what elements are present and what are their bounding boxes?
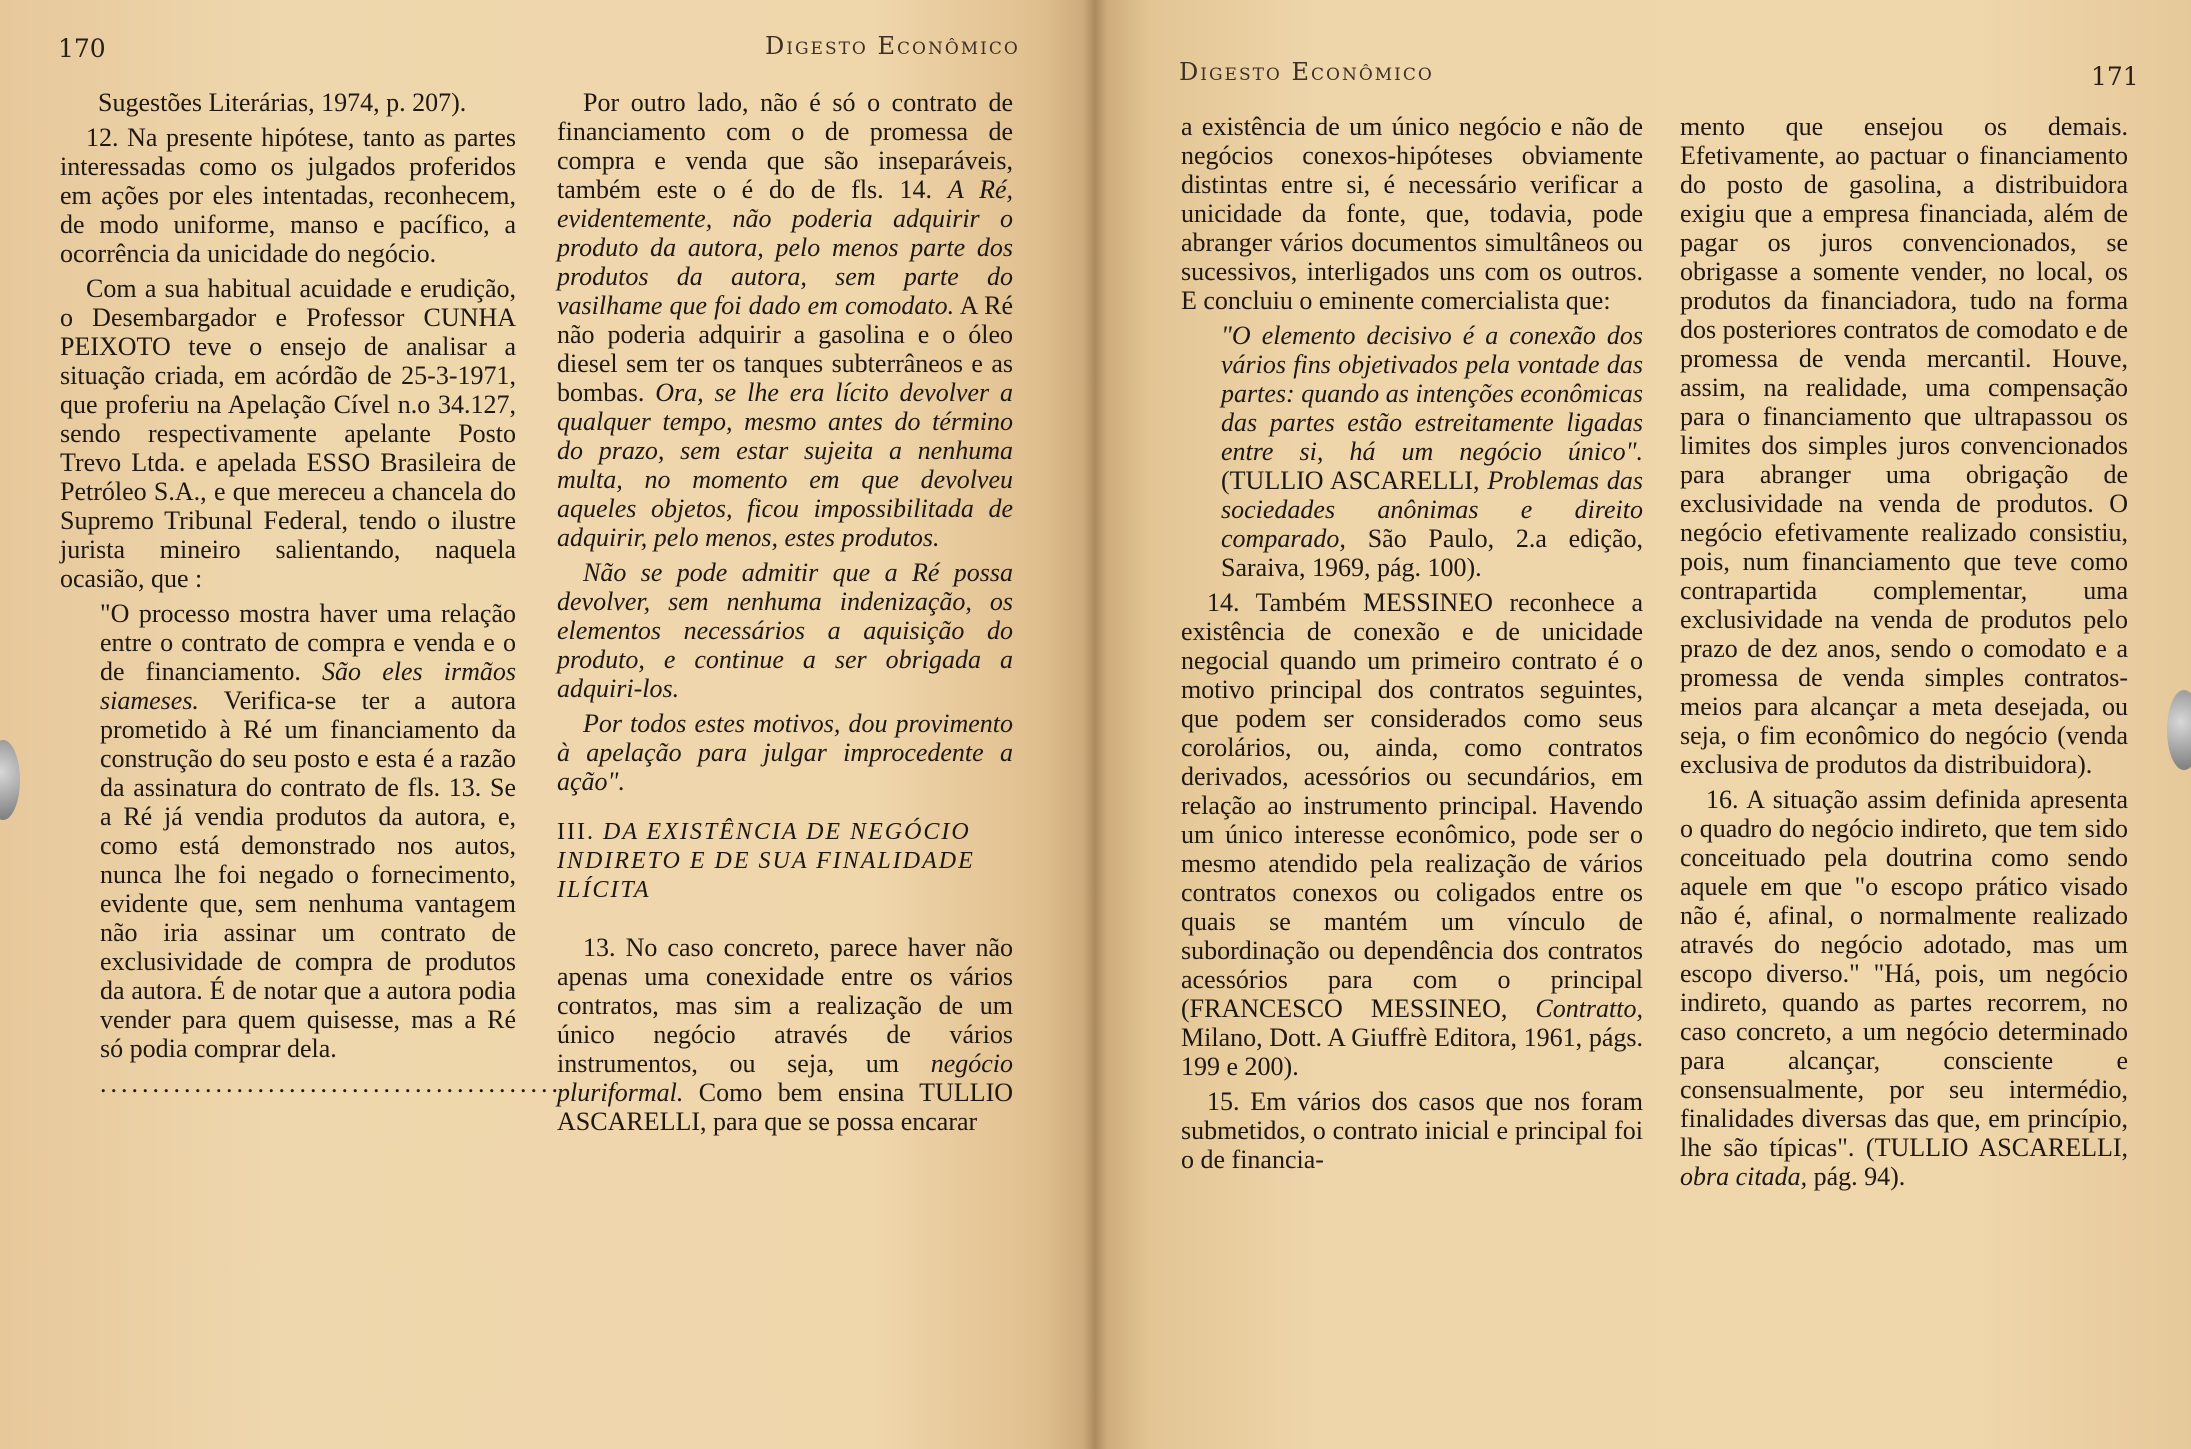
left-column-2 (557, 88, 1013, 1142)
text: 13. No caso concreto, parece haver não apenas uma conexidade entre os vários contratos, mas sim a realização de um único negócio através de vários instrumentos, ou seja, um (557, 933, 1013, 1078)
paragraph (557, 933, 1013, 1136)
running-header: Digesto Econômico (1179, 58, 1434, 86)
text: 16. A situação assim definida apresenta o quadro do negócio indireto, que tem sido conceituado pela doutrina como sendo aquele em que "o escopo prático visado não é, afinal, o normalmente realizado através do negócio adotado, mas um escopo diverso." "Há, pois, um negócio indireto, quando as partes recorrem, no caso concreto, a um negócio determinado para alcançar, consciente e consensualmente, por seu intermédio, finalidades diversas das que, em princípio, lhe são típicas". (TULLIO (1680, 785, 2128, 1162)
text: 14. Também MESSINEO reconhece a existência de conexão e de unicidade negocial quando um primeiro contrato é o motivo principal dos contratos seguintes, que podem ser considerados como seus corolários, ou, ainda, como contratos derivados, acessórios ou secundários, em relação ao instrumento principal. Havendo um único interesse econômico, pode ser o mesmo atendido pela realização de vários contratos conexos ou coligados entre os quais se mantém um vínculo de subordinação ou dependência dos contratos acessórios para com o principal (FRANCESCO MESSINEO, (1181, 588, 1643, 1023)
book-gutter (1083, 0, 1107, 1449)
section-heading (557, 818, 1013, 905)
paragraph: Com a sua habitual acuidade e erudição, o Desembargador e Professor CUNHA PEIXOTO teve o ensejo de analisar a situação criada, em acórdão de 25-3-1971, que proferiu na Apelação Cível n.o 34.127, sendo respectivamente apelante Posto Trevo Ltda. e apelada ESSO Brasileira de Petróleo S.A., e que mereceu a chancela do Supremo Tribunal Federal, tendo o ilustre jurista mineiro salientando, naquela ocasião, que : (60, 274, 516, 593)
binder-clip (0, 740, 20, 820)
text: A Ré não poderia adquirir a gasolina e o óleo diesel sem ter os tanques subterrâneos e as bombas. (557, 291, 1014, 407)
italic-text: A Ré, evidentemente, não poderia adquirir o produto da autora, pelo menos parte dos produtos da autora, sem parte do vasilhame que foi dado em comodato. (557, 175, 1013, 320)
section-title: DA EXISTÊNCIA DE NEGÓCIO INDIRETO E DE SUA FINALIDADE ILÍCITA (557, 819, 975, 903)
text: Milano, Dott. A Giuffrè Editora, 1961, págs. 199 e 200). (1181, 1023, 1643, 1081)
text: Como bem ensina TULLIO ASCARELLI, para que se possa encarar (557, 1078, 1013, 1136)
page-number: 170 (58, 34, 106, 63)
paragraph: 12. Na presente hipótese, tanto as partes interessadas como os julgados proferidos em ações por eles intentadas, reconhecem, de modo uniforme, manso e pacífico, a ocorrência da unicidade do negócio. (60, 123, 516, 268)
page-number: 171 (2091, 62, 2139, 91)
paragraph: a existência de um único negócio e não de negócios conexos-hipóteses obviamente distintas entre si, é necessário verificar a unicidade da fonte, que, todavia, pode abranger vários documentos simultâneos ou sucessivos, interligados uns com os outros. E concluiu o eminente comercialista que: (1181, 112, 1643, 315)
quote (1181, 321, 1643, 582)
italic-text: obra citada, (1680, 1162, 1808, 1191)
quote (60, 599, 516, 1063)
paragraph: Por todos estes motivos, dou provimento à apelação para julgar improcedente a ação". (557, 709, 1013, 796)
left-column-1 (60, 88, 562, 1104)
quote-italic: "O elemento decisivo é a conexão dos vários fins objetivados pela vontade das partes: quando as intenções econômicas das partes estão estreitamente ligadas entre si, há um negócio único". (1221, 321, 1643, 466)
text: pág. 94). (1813, 1162, 1906, 1191)
right-column-2 (1680, 112, 2128, 1197)
quote-text: Verifica-se ter a autora prometido à Ré um financiamento da construção do seu posto e esta é a razão da assinatura do contrato de fls. 13. Se a Ré já vendia produtos da autora, e, como está demonstrado nos autos, nunca lhe foi negado o fornecimento, evidente que, sem nenhuma vantagem não iria assinar um contrato de exclusividade de compra de produtos da autora. É de notar que a autora podia vender para quem quisesse, mas a Ré só podia comprar dela. (100, 686, 516, 1063)
section-number: III. (557, 819, 595, 845)
italic-text: negócio pluriformal. (557, 1049, 1014, 1107)
quote-text: "O processo mostra haver uma relação entre o contrato de compra e venda e o de financiamento. (100, 599, 516, 686)
right-column-1 (1181, 112, 1643, 1180)
quote-text: (TULLIO ASCARELLI, (1221, 466, 1480, 495)
text: ASCARELLI, (1978, 1133, 2128, 1162)
paragraph: Sugestões Literárias, 1974, p. 207). (98, 88, 467, 117)
paragraph (1181, 588, 1643, 1081)
ellipsis-line: ............................................ (100, 1069, 562, 1098)
paragraph: mento que ensejou os demais. Efetivamente, ao pactuar o financiamento do posto de gasolina, a distribuidora exigiu que a empresa financiada, além de pagar os juros convencionados, se obrigasse a somente vender, no local, os produtos da financiadora, tudo na forma dos posteriores contratos de comodato e de promessa de venda mercantil. Houve, assim, na realidade, uma compensação para o financiamento que ultrapassou os limites dos simples juros convencionados para abranger uma obrigação de exclusividade na venda de produtos. O negócio efetivamente realizado consistiu, pois, num financiamento que teve como contrapartida complementar, uma exclusividade na venda de produtos pelo prazo de dez anos, sendo o comodato e a promessa de venda simples contratos-meios para alcançar a meta desejada, ou seja, o fim econômico do negócio (venda exclusiva de produtos da distribuidora). (1680, 112, 2128, 779)
paragraph (557, 88, 1013, 552)
binder-clip (2167, 690, 2191, 770)
running-header: Digesto Econômico (765, 32, 1020, 60)
italic-text: Ora, se lhe era lícito devolver a qualquer tempo, mesmo antes do término do prazo, sem estar sujeita a nenhuma multa, no momento em que devolveu aqueles objetos, ficou impossibilitada de adquirir, pelo menos, estes produtos. (557, 378, 1013, 552)
italic-text: Contratto, (1535, 994, 1643, 1023)
text: Por outro lado, não é só o contrato de financiamento com o de promessa de compra e venda que são inseparáveis, também este o é do de fls. 14. (557, 88, 1013, 204)
left-page (0, 0, 1095, 1449)
paragraph: Não se pode admitir que a Ré possa devolver, sem nenhuma indenização, os elementos necessários a aquisição do produto, e continue a ser obrigada a adquiri-los. (557, 558, 1013, 703)
quote-italic: São eles irmãos siameses. (100, 657, 516, 715)
right-page (1095, 0, 2191, 1449)
paragraph: 15. Em vários dos casos que nos foram submetidos, o contrato inicial e principal foi o de financia- (1181, 1087, 1643, 1174)
paragraph (1680, 785, 2128, 1191)
quote-text: São Paulo, 2.a edição, Saraiva, 1969, pág. 100). (1221, 524, 1644, 582)
quote-italic: Problemas das sociedades anônimas e direito comparado, (1221, 466, 1644, 553)
